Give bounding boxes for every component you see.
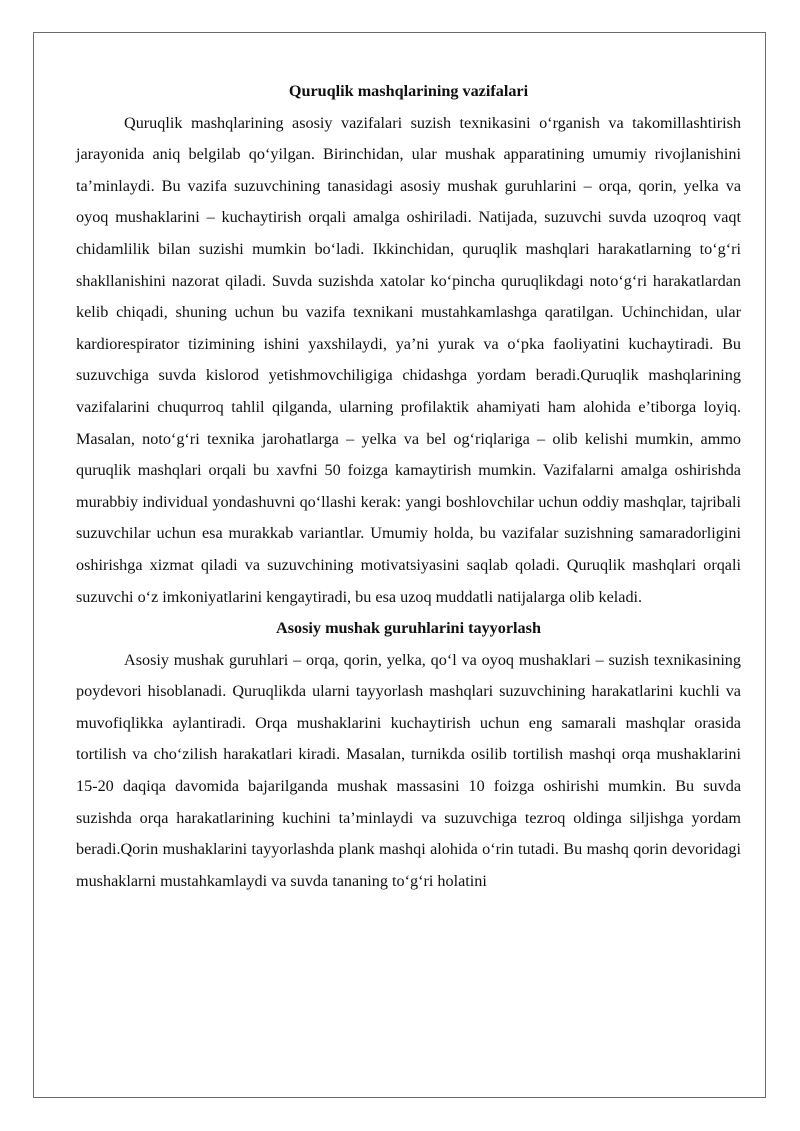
section-heading-1: Quruqlik mashqlarining vazifalari xyxy=(288,82,529,100)
section-paragraph-2: Asosiy mushak guruhlari – orqa, qorin, yelka, qo‘l va oyoq mushaklari – suzish texnikasining poydevori hisoblanadi. Quruqlikda ularni tayyorlash mashqlari suzuvchining harakatlarini kuchli va muvofiqlikka aylantiradi. Orqa mushaklarini kuchaytirish uchun eng samarali mashqlar orasida tortilish va cho‘zilish harakatlari kiradi. Masalan, turnikda osilib tortilish mashqi orqa mushaklarini 15-20 daqiqa davomida bajarilganda mushak massasini 10 foizga oshirishi mumkin. Bu suvda suzishda orqa harakatlarining kuchini ta’minlaydi va suzuvchiga tezroq oldinga siljishga yordam beradi.Qorin mushaklarini tayyorlashda plank mashqi alohida o‘rin tutadi. Bu mashq qorin devoridagi mushaklarni mustahkamlaydi va suvda tananing to‘g‘ri holatini xyxy=(76,650,741,890)
document-body xyxy=(76,76,741,897)
section-heading-2: Asosiy mushak guruhlarini tayyorlash xyxy=(276,619,541,638)
section-paragraph-1: Quruqlik mashqlarining asosiy vazifalari suzish texnikasini o‘rganish va takomillashtirish jarayonida aniq belgilab qo‘yilgan. Birinchidan, ular mushak apparatining umumiy rivojlanishini ta’minlaydi. Bu vazifa suzuvchining tanasidagi asosiy mushak guruhlarini – orqa, qorin, yelka va oyoq mushaklarini – kuchaytirish orqali amalga oshiriladi. Natijada, suzuvchi suvda uzoqroq vaqt chidamlilik bilan suzishi mumkin bo‘ladi. Ikkinchidan, quruqlik mashqlari harakatlarning to‘g‘ri shakllanishini nazorat qiladi. Suvda suzishda xatolar ko‘pincha quruqlikdagi noto‘g‘ri harakatlardan kelib chiqadi, shuning uchun bu vazifa texnikani mustahkamlashga qaratilgan. Uchinchidan, ular kardiorespirator tizimining ishini yaxshilaydi, ya’ni yurak va o‘pka faoliyatini kuchaytiradi. Bu suzuvchiga suvda kislorod yetishmovchiligiga chidashga yordam beradi.Quruqlik mashqlarining vazifalarini chuqurroq tahlil qilganda, ularning profilaktik ahamiyati ham alohida e’tiborga loyiq. Masalan, noto‘g‘ri texnika jarohatlarga – yelka va bel og‘riqlariga – olib kelishi mumkin, ammo quruqlik mashqlari orqali bu xavfni 50 foizga kamaytirish mumkin. Vazifalarni amalga oshirishda murabbiy individual yondashuvni qo‘llashi kerak: yangi boshlovchilar uchun oddiy mashqlar, tajribali suzuvchilar uchun esa murakkab variantlar. Umumiy holda, bu vazifalar suzishning samaradorligini oshirishga xizmat qiladi va suzuvchining motivatsiyasini saqlab qoladi. Quruqlik mashqlari orqali suzuvchi o‘z imkoniyatlarini kengaytiradi, bu esa uzoq muddatli natijalarga olib keladi. xyxy=(76,113,741,606)
